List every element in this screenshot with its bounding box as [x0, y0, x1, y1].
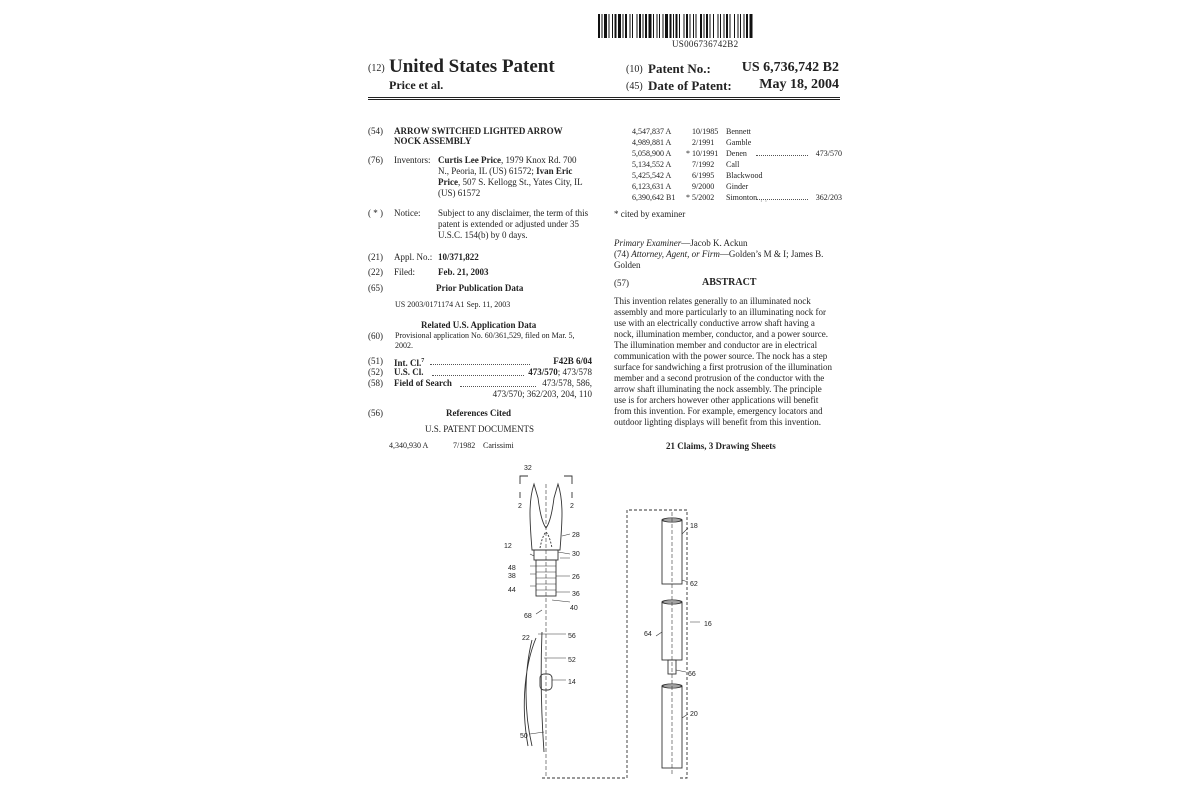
barcode-bar [623, 14, 624, 38]
barcode-bar [673, 14, 674, 38]
fos-value2: 473/570; 362/203, 204, 110 [492, 389, 592, 399]
abstract-line: nock, illumination member, conductor, and a power source. [614, 329, 828, 339]
ref-name: Bennett [726, 127, 751, 136]
ref-date: 6/1995 [692, 171, 715, 180]
barcode-bar [690, 14, 691, 38]
ref-name: Simonton [726, 193, 758, 202]
lbl-28: 28 [572, 532, 580, 539]
inventors-line1: Curtis Lee Price, 1979 Knox Rd. 700 [438, 155, 577, 165]
header-rule-2 [368, 99, 840, 100]
lbl-26: 26 [572, 574, 580, 581]
ref-number: 5,058,900 A [632, 149, 672, 158]
barcode-bar [740, 14, 741, 38]
reference-row [632, 137, 842, 148]
barcode-bar [734, 14, 735, 38]
abstract-line: use with an electrically conductive arrow shaft having a [614, 318, 815, 328]
ref-dot-leader [756, 148, 808, 156]
abstract-line: from this invention. For example, emergency locators and [614, 406, 823, 416]
inventors-code: (76) [368, 155, 383, 165]
date-value: May 18, 2004 [759, 77, 839, 92]
barcode-bar [744, 14, 745, 38]
ref-number: 4,989,881 A [632, 138, 672, 147]
barcode-bar [615, 14, 617, 38]
abstract-line: arrow shaft illuminating the nock assembly. The principle [614, 384, 822, 394]
header-rule [368, 97, 840, 98]
section-arrow-right [564, 476, 572, 498]
related-heading: Related U.S. Application Data [421, 320, 537, 330]
date-label: Date of Patent: [648, 78, 732, 93]
filed-value: Feb. 21, 2003 [438, 267, 489, 277]
cited-by-examiner: * cited by examiner [614, 209, 686, 219]
barcode-bar [663, 14, 664, 38]
inventors-label: Inventors: [394, 155, 431, 165]
notice-line3: U.S.C. 154(b) by 0 days. [438, 230, 528, 240]
abstract-body [614, 296, 840, 428]
prior-code: (65) [368, 283, 383, 293]
lbl-12: 12 [504, 543, 512, 550]
fos-label: Field of Search [394, 378, 452, 388]
references-list [632, 126, 842, 206]
ref-class: 362/203 [815, 193, 842, 202]
header-code-12: (12) [368, 63, 385, 74]
barcode-bar [726, 14, 728, 38]
barcode-bar [598, 14, 600, 38]
barcode-bar [602, 14, 603, 38]
filed-label: Filed: [394, 267, 416, 277]
invention-title-line2: NOCK ASSEMBLY [394, 136, 472, 146]
barcode-bar [645, 14, 647, 38]
related-line2: 2002. [395, 341, 413, 350]
ref-name: Call [726, 160, 740, 169]
ref-date: 5/2002 [692, 193, 715, 202]
barcode-bar [710, 14, 711, 38]
inventors-line3: Price, 507 S. Kellogg St., Yates City, IL [438, 177, 583, 187]
barcode-bar [684, 14, 685, 38]
lbl-38: 38 [508, 573, 516, 580]
attorney-line2: Golden [614, 260, 641, 270]
ref-number: 5,425,542 A [632, 171, 672, 180]
prior-heading: Prior Publication Data [436, 283, 524, 293]
wire-22 [524, 638, 536, 746]
fos-code: (58) [368, 378, 383, 388]
barcode-bar [706, 14, 708, 38]
uscl-label: U.S. Cl. [394, 367, 424, 377]
notice-line1: Subject to any disclaimer, the term of this [438, 208, 589, 218]
patent-no-value: US 6,736,742 B2 [741, 60, 839, 75]
document-title: United States Patent [389, 56, 555, 77]
lbl-66: 66 [688, 671, 696, 678]
connector-dashed [542, 510, 687, 778]
ref-star: * [686, 193, 690, 202]
barcode-bar [657, 14, 658, 38]
barcode-bar [704, 14, 705, 38]
barcode-bar [720, 14, 721, 38]
barcode-bar [750, 14, 753, 38]
barcode-bar [724, 14, 725, 38]
barcode-bar [618, 14, 621, 38]
ref-date: 2/1991 [692, 138, 715, 147]
invention-title-line1: ARROW SWITCHED LIGHTED ARROW [394, 126, 563, 136]
barcode-bar [637, 14, 638, 38]
ref-class: 473/570 [815, 149, 842, 158]
barcode-bars [598, 14, 826, 38]
reference-row [632, 192, 842, 203]
ref-name: Denen [726, 149, 747, 158]
intcl-label: Int. Cl.$^7$ [394, 358, 425, 368]
barcode-bar [659, 14, 660, 38]
barcode-bar [730, 14, 731, 38]
lbl-62: 62 [690, 581, 698, 588]
abstract-heading: ABSTRACT [702, 277, 757, 288]
lbl-14: 14 [568, 679, 576, 686]
barcode-bar [604, 14, 607, 38]
barcode-bar [696, 14, 697, 38]
lbl-18: 18 [690, 523, 698, 530]
lbl-48: 48 [508, 565, 516, 572]
barcode-bar [676, 14, 678, 38]
prior-value: US 2003/0171174 A1 Sep. 11, 2003 [395, 300, 511, 309]
notice-code: ( * ) [368, 208, 383, 218]
lbl-56: 56 [568, 633, 576, 640]
ref-date: 9/2000 [692, 182, 715, 191]
reference-row [632, 181, 842, 192]
lbl-68: 68 [524, 613, 532, 620]
patent-drawing [490, 462, 730, 792]
lbl-2a: 2 [518, 503, 522, 510]
barcode-bar [625, 14, 627, 38]
related-code: (60) [368, 331, 383, 341]
lbl-22: 22 [522, 635, 530, 642]
lbl-50: 50 [520, 733, 528, 740]
ref-date: 10/1991 [692, 149, 719, 158]
filed-code: (22) [368, 267, 383, 277]
uscl-code: (52) [368, 367, 383, 377]
refs-sub: U.S. PATENT DOCUMENTS [425, 424, 535, 434]
patent-no-code: (10) [626, 64, 643, 75]
primary-examiner: Primary Examiner—Jacob K. Ackun [614, 238, 748, 248]
barcode-bar [713, 14, 714, 38]
uscl-value: 473/570; 473/578 [528, 367, 592, 377]
ref-number: 6,390,642 B1 [632, 193, 676, 202]
abstract-code: (57) [614, 278, 629, 288]
barcode-bar [693, 14, 694, 38]
claims-summary: 21 Claims, 3 Drawing Sheets [666, 441, 776, 451]
title-code: (54) [368, 126, 383, 136]
barcode-bar [670, 14, 672, 38]
ref-number: 6,123,631 A [632, 182, 672, 191]
appl-label: Appl. No.: [394, 252, 433, 262]
barcode-bar [612, 14, 613, 38]
refs-dots: · · [760, 197, 768, 206]
barcode-bar [630, 14, 631, 38]
barcode-bar [632, 14, 633, 38]
section-arrow-left [520, 476, 528, 498]
lbl-44: 44 [508, 587, 516, 594]
lbl-16: 16 [704, 621, 712, 628]
lbl-64: 64 [644, 631, 652, 638]
first-ref-name: Carissimi [483, 441, 514, 450]
refs-heading: References Cited [446, 408, 512, 418]
abstract-line: use is for archers however other applications will benefit [614, 395, 819, 405]
inventors-line4: (US) 61572 [438, 188, 481, 198]
ref-star: * [686, 149, 690, 158]
abstract-line: member and a second protrusion of the conductor with the [614, 373, 825, 383]
barcode-bar [700, 14, 702, 38]
lbl-32: 32 [524, 465, 532, 472]
barcode-number: US006736742B2 [672, 39, 739, 49]
barcode-bar [746, 14, 748, 38]
abstract-line: The illumination member and conductor are in electrical [614, 340, 818, 350]
attorney-line1: (74) Attorney, Agent, or Firm—Golden’s M & I; James B. [614, 249, 824, 259]
ref-date: 7/1992 [692, 160, 715, 169]
appl-code: (21) [368, 252, 383, 262]
patent-no-label: Patent No.: [648, 61, 711, 76]
abstract-line: communication with the power source. The nock has a step [614, 351, 828, 361]
reference-row [632, 159, 842, 170]
barcode-bar [649, 14, 652, 38]
barcode-bar [609, 14, 610, 38]
abstract-line: surface for sandwiching a first protrusion of the illumination [614, 362, 832, 372]
abstract-line: This invention relates generally to an illuminated nock [614, 296, 811, 306]
barcode-bar [665, 14, 668, 38]
lbl-36: 36 [572, 591, 580, 598]
related-line1: Provisional application No. 60/361,529, filed on Mar. 5, [395, 331, 575, 340]
intcl-dots [430, 356, 530, 365]
reference-row [632, 126, 842, 137]
lbl-30: 30 [572, 551, 580, 558]
inventor-authors: Price et al. [389, 78, 444, 92]
barcode-bar [738, 14, 739, 38]
ref-number: 5,134,552 A [632, 160, 672, 169]
first-ref-date: 7/1982 [453, 441, 476, 450]
barcode-bar [639, 14, 641, 38]
fos-value1: 473/578, 586, [542, 378, 592, 388]
ref-number: 4,547,837 A [632, 127, 672, 136]
first-ref-num: 4,340,930 A [389, 441, 429, 450]
shaft-lower [541, 632, 544, 752]
reference-row [632, 170, 842, 181]
abstract-line: assembly and more particularly to an illuminating nock for [614, 307, 826, 317]
reference-row [632, 148, 842, 159]
refs-code: (56) [368, 408, 383, 418]
barcode-bar [653, 14, 654, 38]
lbl-2b: 2 [570, 503, 574, 510]
abstract-line: outdoor lighting displays will benefit from this invention. [614, 417, 821, 427]
barcode-bar [679, 14, 680, 38]
ref-date: 10/1985 [692, 127, 719, 136]
lbl-20: 20 [690, 711, 698, 718]
ref-name: Gamble [726, 138, 752, 147]
notice-label: Notice: [394, 208, 421, 218]
date-code: (45) [626, 81, 643, 92]
uscl-dots [432, 367, 524, 376]
fos-dots [460, 378, 536, 387]
notice-line2: patent is extended or adjusted under 35 [438, 219, 579, 229]
barcode-bar [643, 14, 644, 38]
lbl-52: 52 [568, 657, 576, 664]
inventors-line2: N., Peoria, IL (US) 61572; Ivan Eric [438, 166, 573, 176]
barcode-bar [686, 14, 688, 38]
ref-name: Ginder [726, 182, 749, 191]
barcode [598, 14, 826, 38]
intcl-value: F42B 6/04 [553, 356, 592, 366]
appl-value: 10/371,822 [438, 252, 479, 262]
ref-name: Blackwood [726, 171, 763, 180]
barcode-bar [718, 14, 719, 38]
lbl-40: 40 [570, 605, 578, 612]
leaders [530, 528, 700, 734]
intcl-code: (51) [368, 356, 383, 366]
